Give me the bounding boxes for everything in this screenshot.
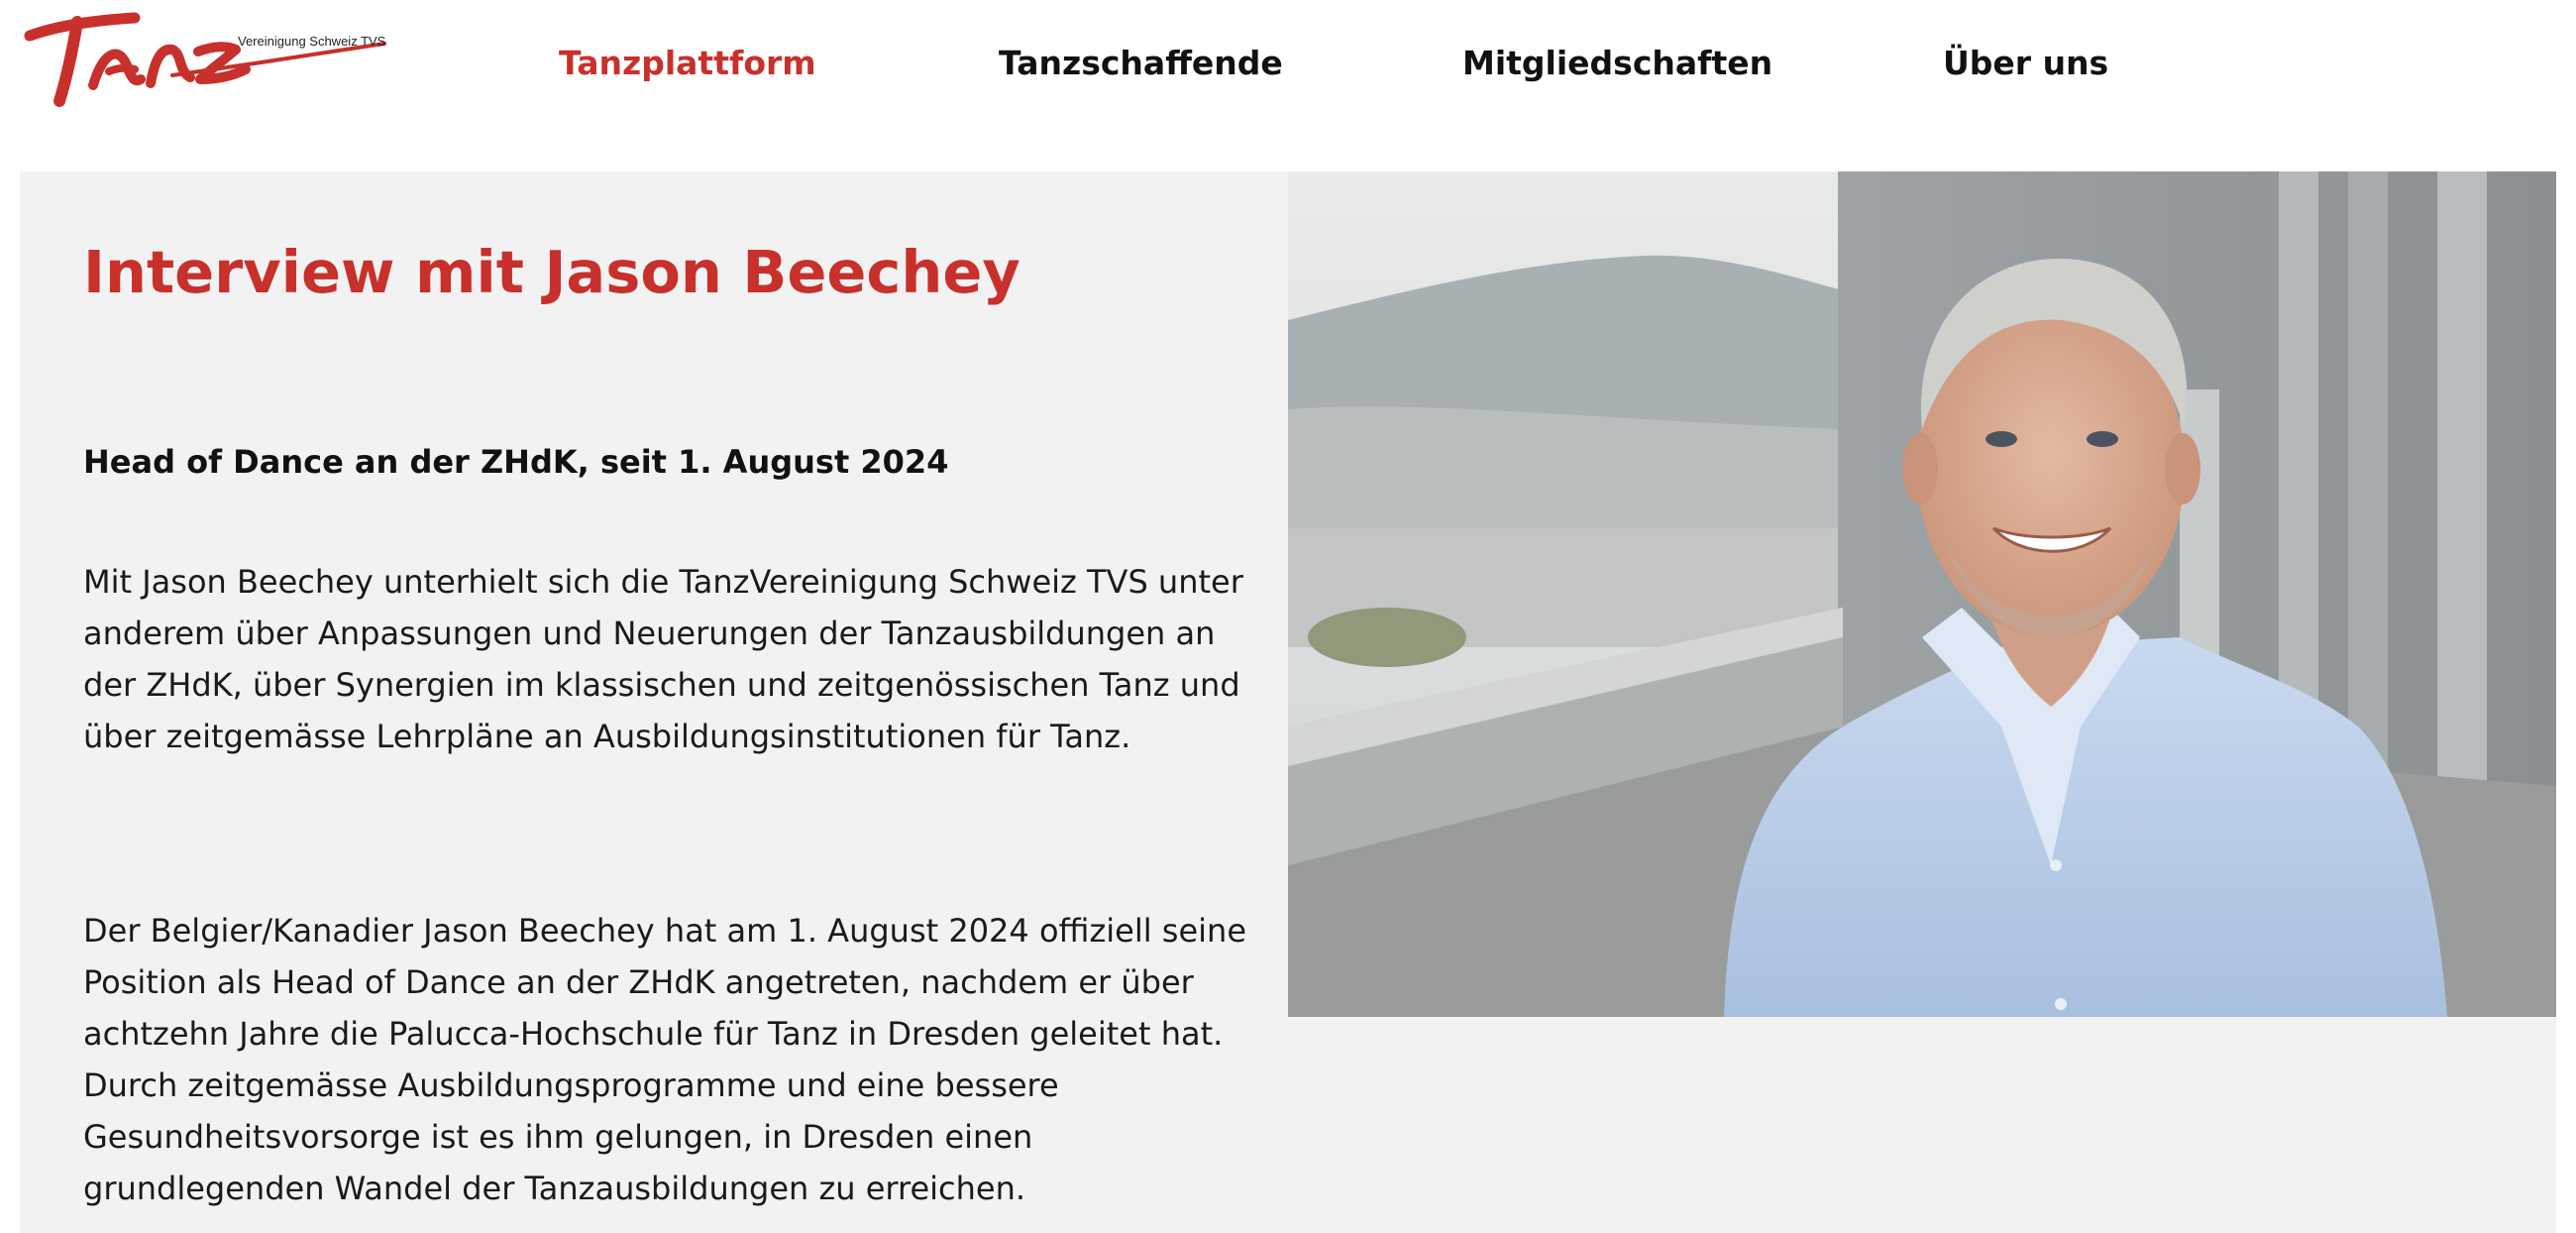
article-subtitle: Head of Dance an der ZHdK, seit 1. August 2024 [83, 443, 949, 481]
portrait-photo [1288, 171, 2556, 1017]
nav-item-tanzplattform[interactable]: Tanzplattform [559, 44, 816, 82]
nav-item-ueber-uns[interactable]: Über uns [1943, 44, 2109, 82]
article-title: Interview mit Jason Beechey [83, 238, 1020, 306]
article-paragraph-intro: Mit Jason Beechey unterhielt sich die TanzVereinigung Schweiz TVS unter anderem über Anpassungen und Neuerungen der Tanzausbildungen an der ZHdK, über Synergien im klassischen und zeitgenössischen Tanz und über zeitgemässe Lehrpläne an Ausbildungsinstitutionen für Tanz. [83, 563, 1243, 755]
nav-item-mitgliedschaften[interactable]: Mitgliedschaften [1462, 44, 1773, 82]
logo-tagline: Vereinigung Schweiz TVS [238, 34, 386, 49]
article-paragraph-bio: Der Belgier/Kanadier Jason Beechey hat am 1. August 2024 offiziell seine Position als Head of Dance an der ZHdK angetreten, nachdem er über achtzehn Jahre die Palucca-Hochschule für Tanz in Dresden geleitet hat. Durch zeitgemässe Ausbildungsprogramme und eine bessere Gesundheitsvorsorge ist es ihm gelungen, in Dresden einen grundlegenden Wandel der Tanzausbildungen zu erreichen. [83, 912, 1246, 1207]
article-text-column [83, 235, 1252, 1207]
main-navigation [0, 42, 2576, 91]
nav-item-tanzschaffende[interactable]: Tanzschaffende [999, 44, 1283, 82]
article-panel [20, 171, 2556, 1233]
